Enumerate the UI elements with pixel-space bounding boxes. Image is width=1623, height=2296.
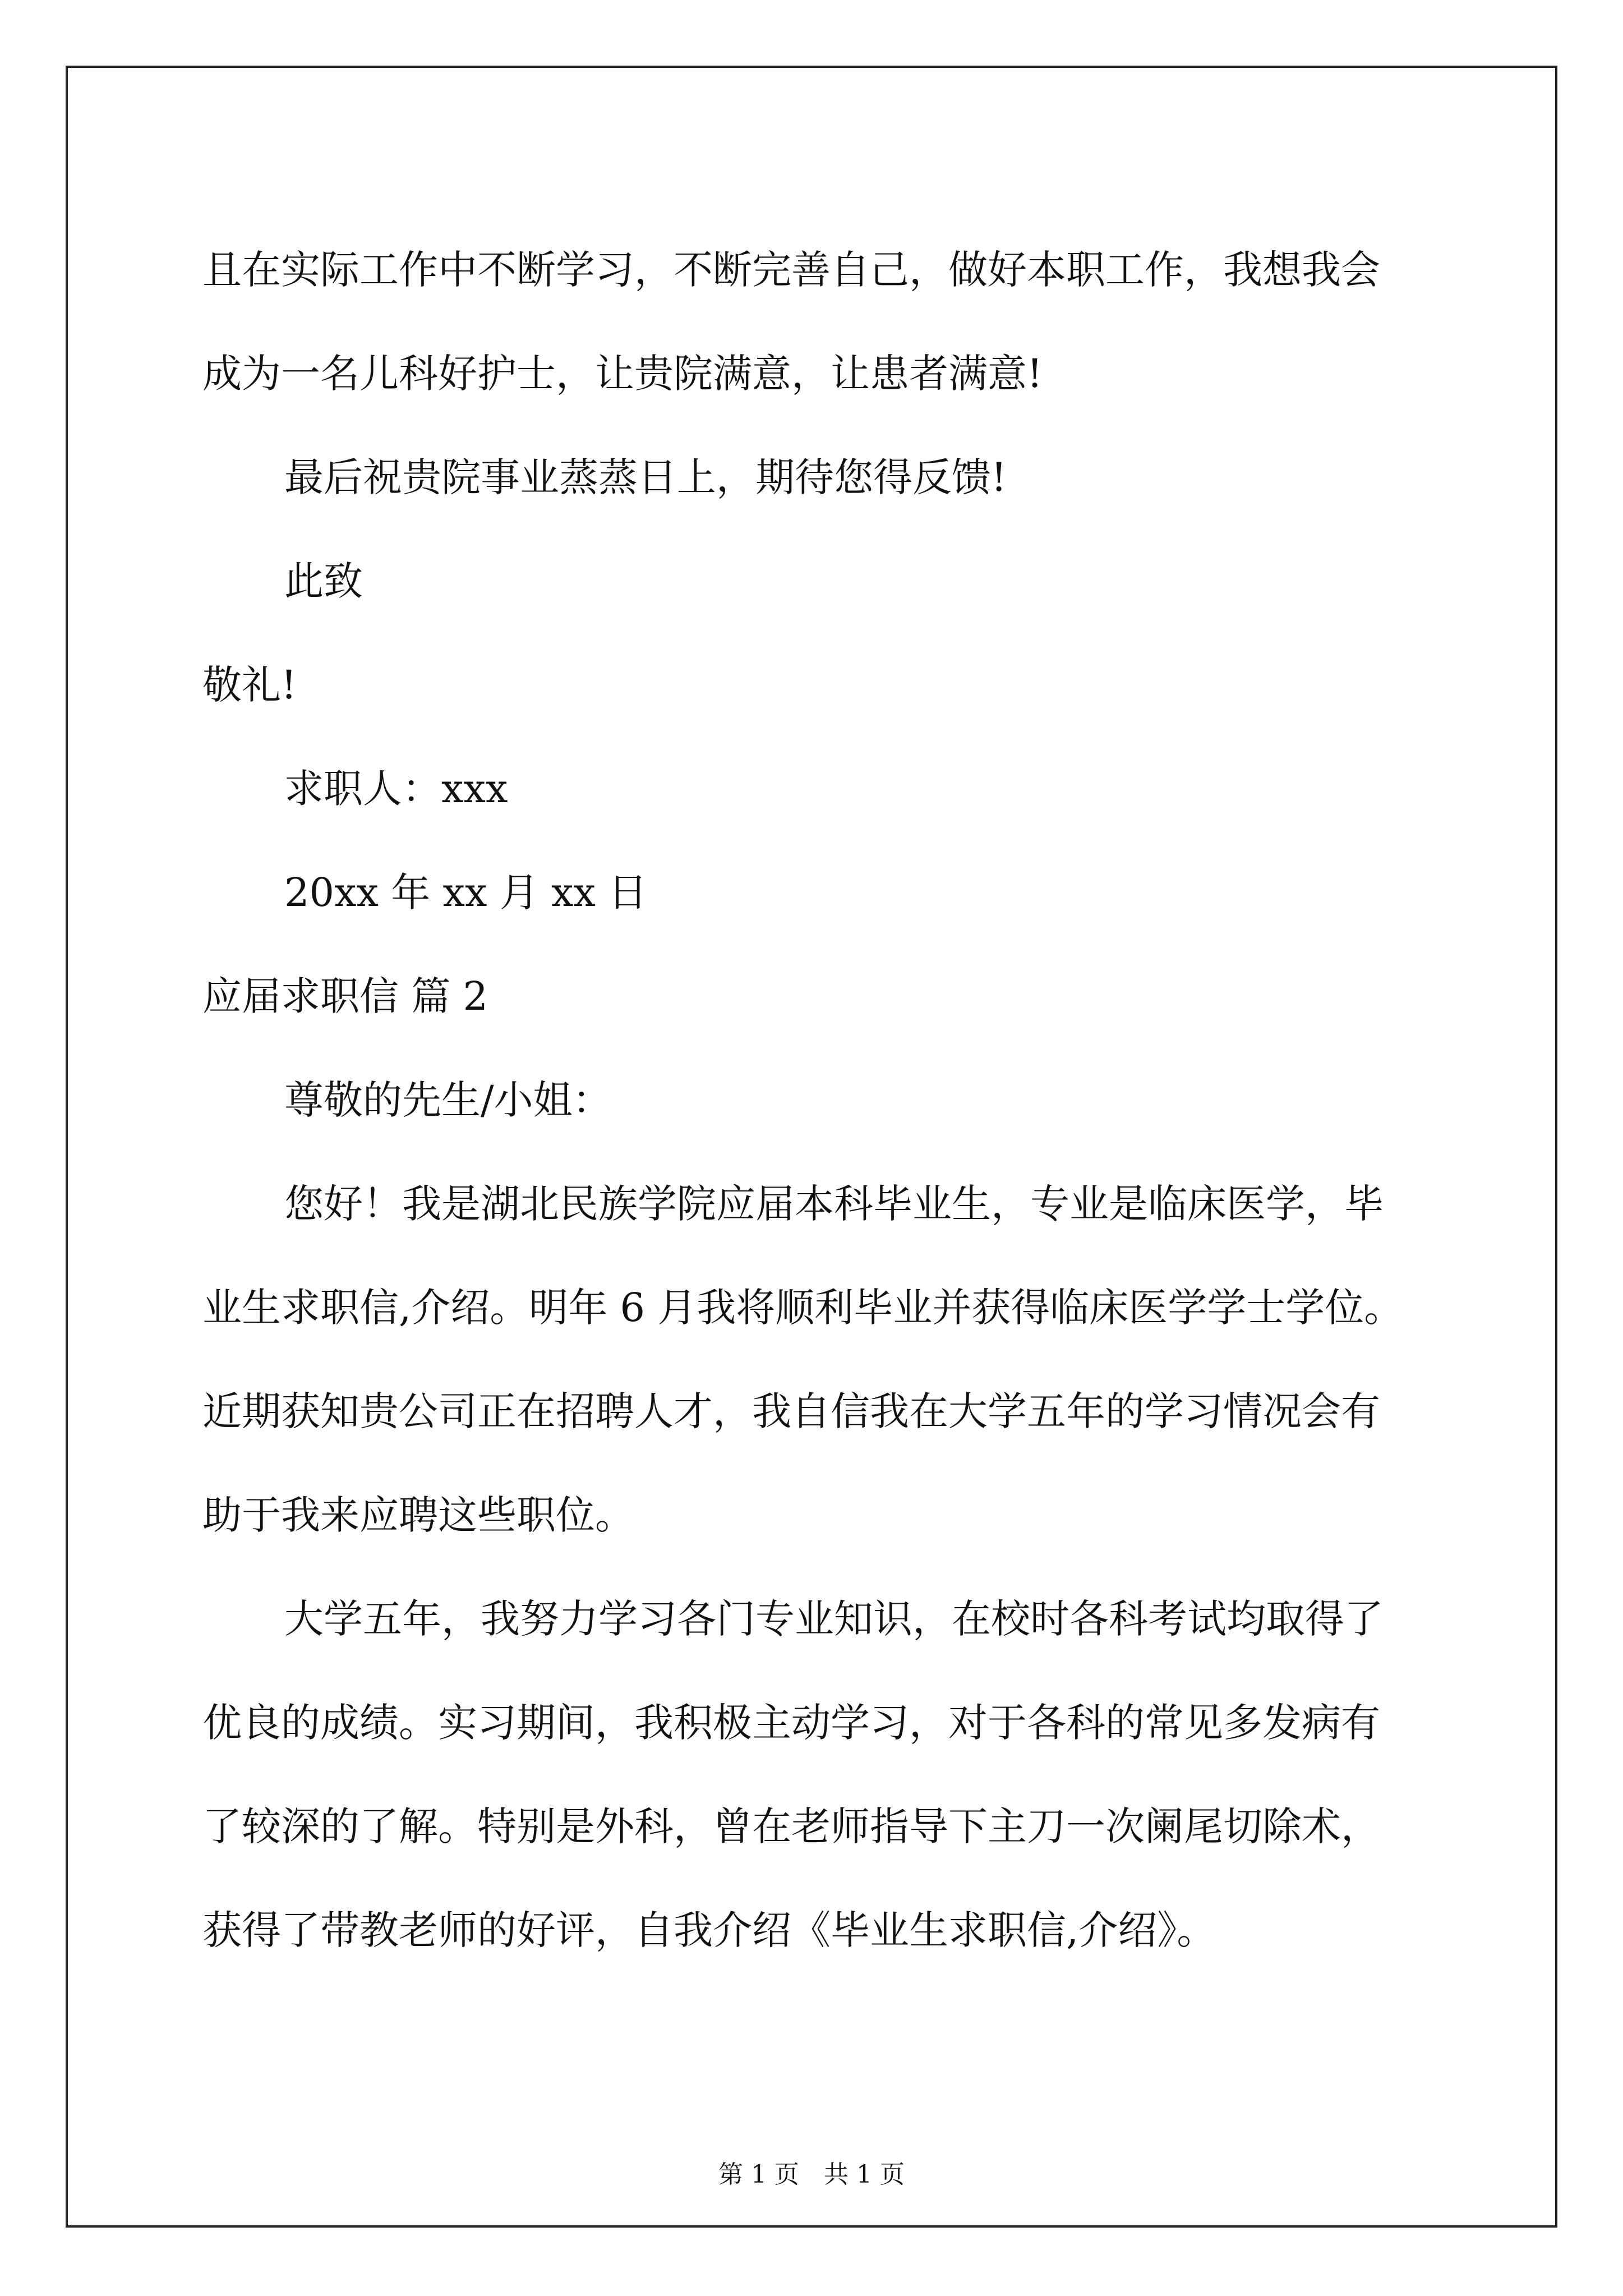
page-frame bbox=[66, 66, 1557, 2228]
document-body bbox=[68, 68, 1555, 2225]
paragraph-line: 业生求职信,介绍。明年 6 月我将顺利毕业并获得临床医学学士学位。 bbox=[202, 1285, 1404, 1331]
paragraph-line: 助于我来应聘这些职位。 bbox=[202, 1492, 634, 1538]
paragraph-line: 优良的成绩。实习期间，我积极主动学习，对于各科的常见多发病有 bbox=[202, 1700, 1380, 1746]
paragraph-line: 了较深的了解。特别是外科，曾在老师指导下主刀一次阑尾切除术， bbox=[202, 1803, 1380, 1849]
paragraph-line: 近期获知贵公司正在招聘人才，我自信我在大学五年的学习情况会有 bbox=[202, 1388, 1380, 1434]
paragraph-line: 成为一名儿科好护士，让贵院满意，让患者满意! bbox=[202, 351, 1043, 397]
paragraph-line: 大学五年，我努力学习各门专业知识，在校时各科考试均取得了 bbox=[284, 1596, 1384, 1642]
paragraph-line: 您好！我是湖北民族学院应届本科毕业生，专业是临床医学，毕 bbox=[284, 1181, 1384, 1227]
closing-salutation: 此致 bbox=[284, 558, 363, 604]
page-footer: 第 1 页 共 1 页 bbox=[718, 2160, 905, 2189]
signature-name: 求职人：xxx bbox=[284, 766, 508, 812]
greeting: 尊敬的先生/小姐： bbox=[284, 1077, 612, 1123]
section-heading: 应届求职信 篇 2 bbox=[202, 973, 488, 1019]
paragraph-line: 最后祝贵院事业蒸蒸日上，期待您得反馈! bbox=[284, 454, 1007, 500]
signature-date: 20xx 年 xx 月 xx 日 bbox=[284, 869, 648, 915]
paragraph-line: 且在实际工作中不断学习，不断完善自己，做好本职工作，我想我会 bbox=[202, 247, 1380, 293]
closing-regards: 敬礼! bbox=[202, 662, 297, 708]
paragraph-line: 获得了带教老师的好评，自我介绍《毕业生求职信,介绍》。 bbox=[202, 1907, 1216, 1953]
